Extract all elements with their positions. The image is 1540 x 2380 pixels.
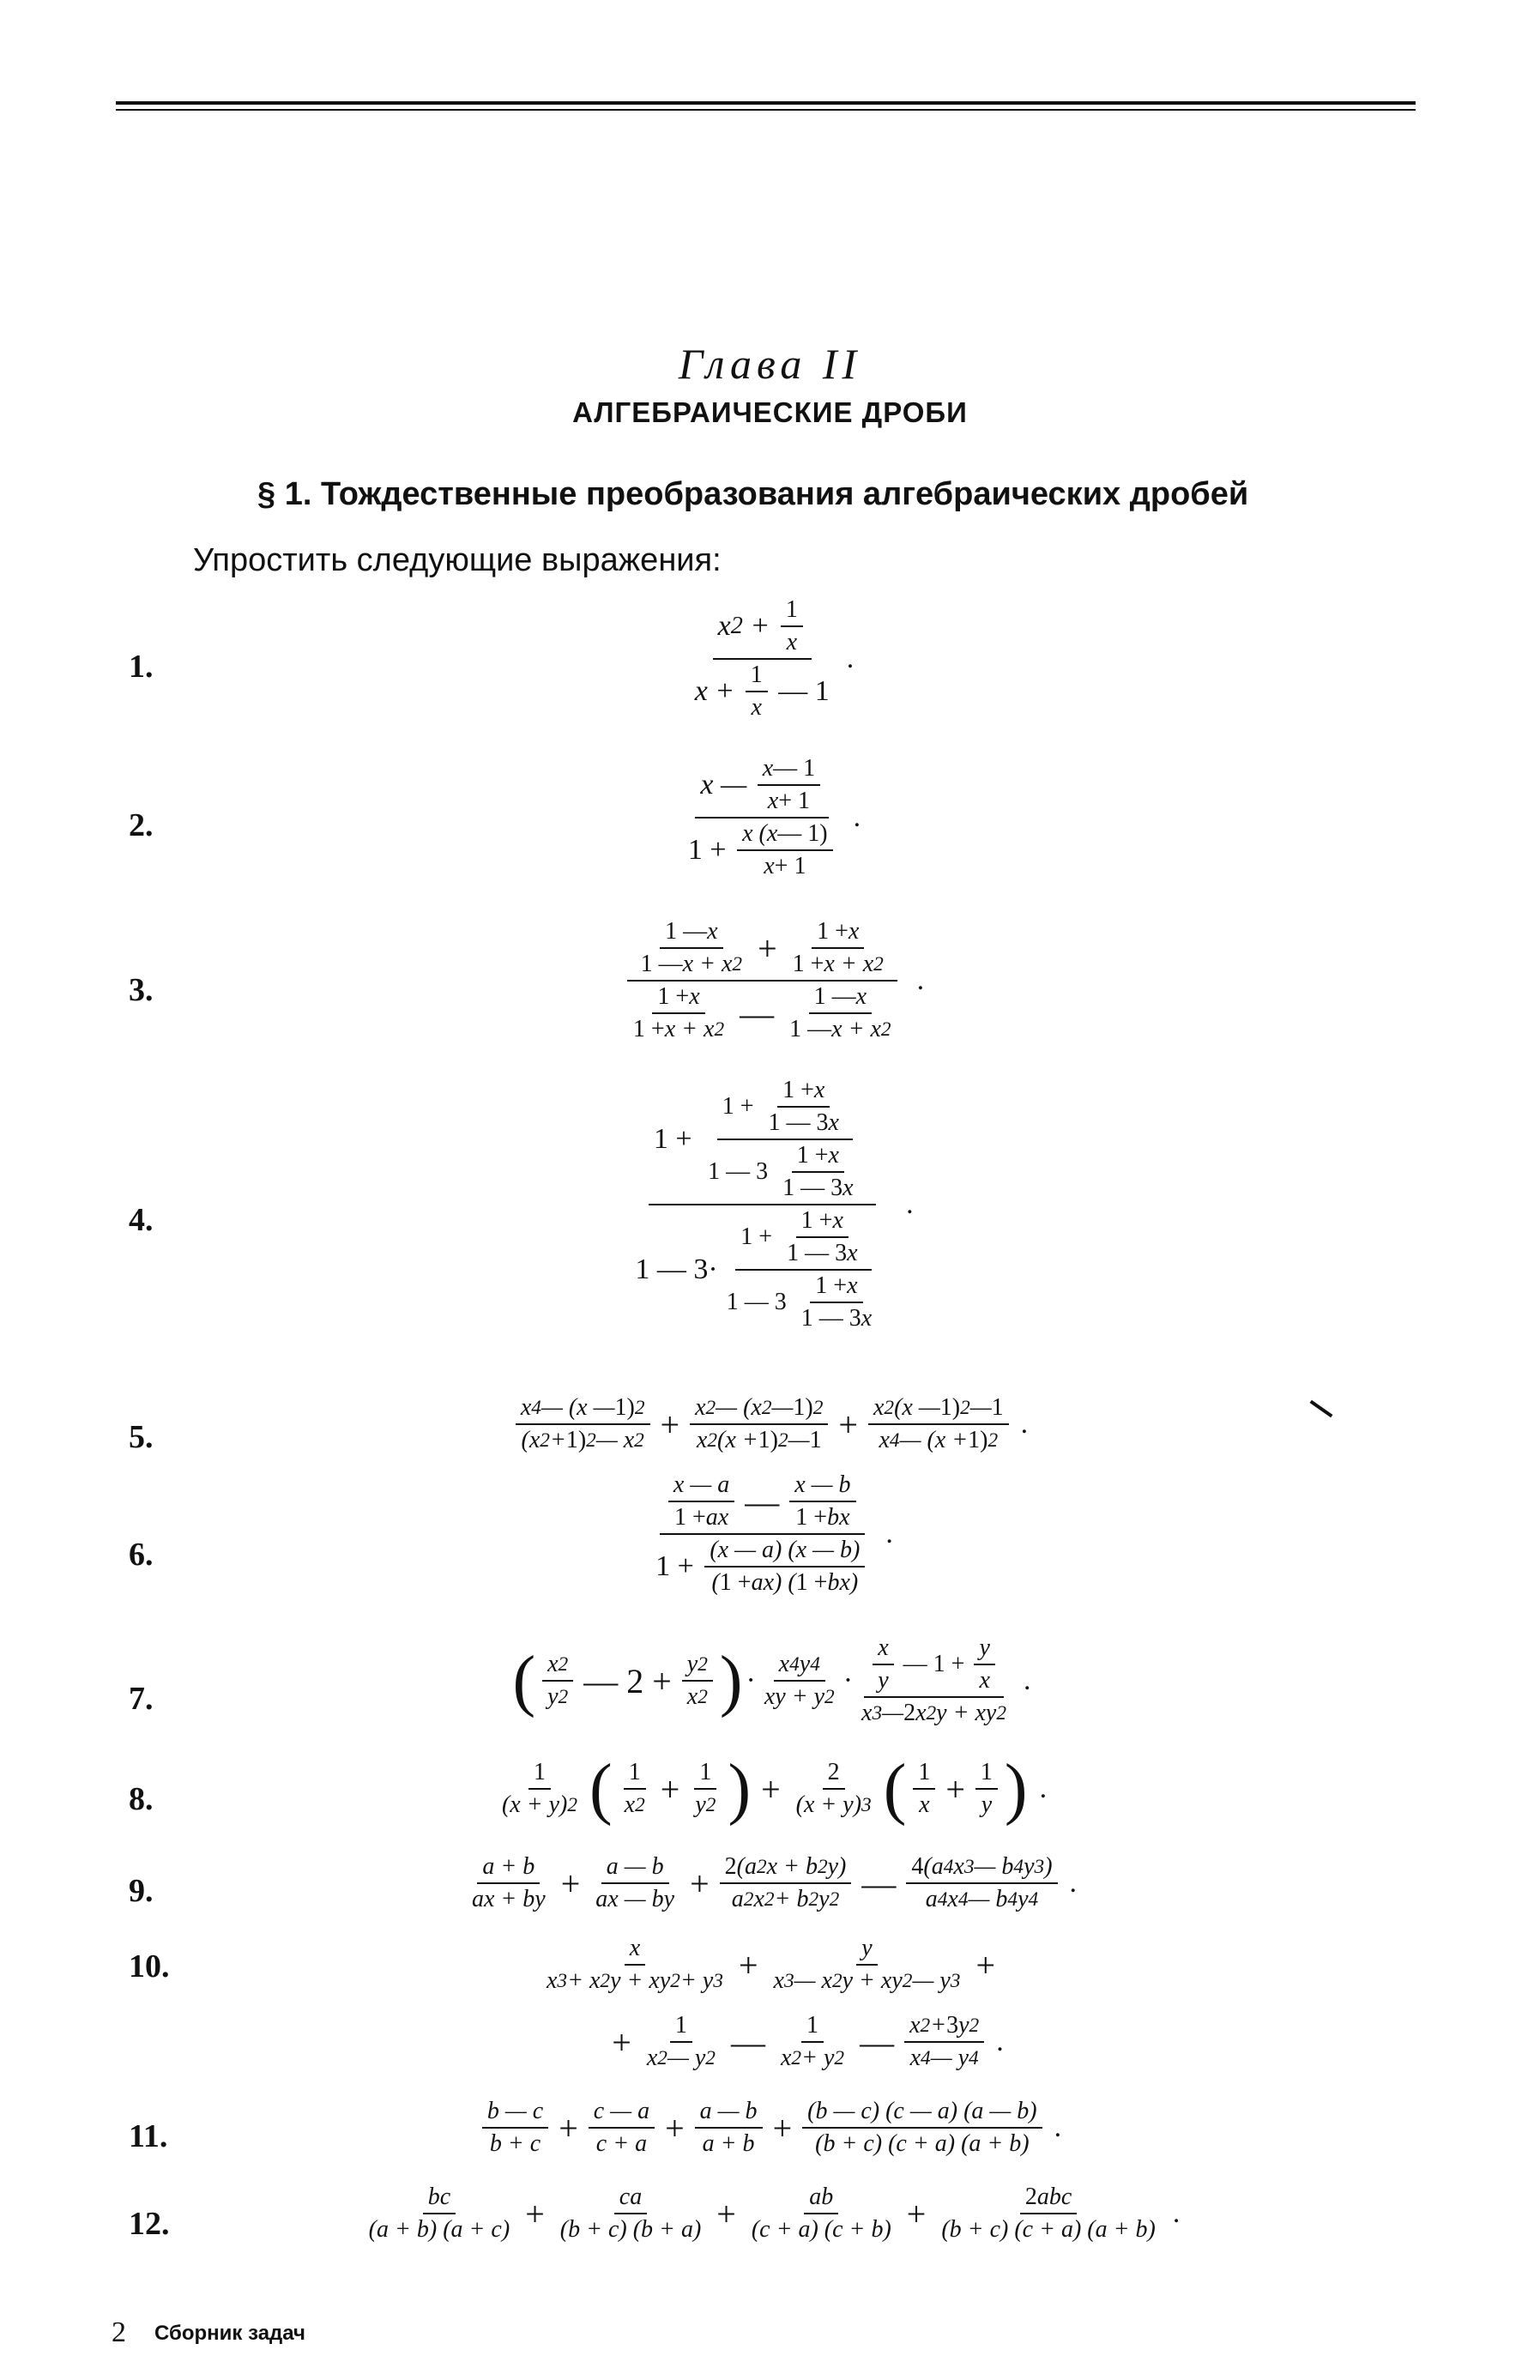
problem-number: 9. <box>129 1873 154 1909</box>
chapter-label: Глава II <box>678 340 862 388</box>
problem-number: 1. <box>129 649 154 685</box>
chapter-title: АЛГЕБРАИЧЕСКИЕ ДРОБИ <box>572 396 968 428</box>
problem-10-expression-line-1: x x 3 + x 2 y + xy 2 + y 3 + y x 3 — x 2 y + xy 2 — y 3 + <box>546 1935 996 1994</box>
intro-text: Упростить следующие выражения: <box>193 542 722 578</box>
problem-8-expression: 1 (x + y) 2 ( 1 x 2 + 1 y 2 ) + 2 (x + y) 3 ( $\frac{1}{x}$ + $\frac{1}{y}$ ) . <box>501 1751 1048 1827</box>
problem-number: 11. <box>129 2118 168 2154</box>
problem-2-expression: x — x — 1 x + 1 1 + x (x — 1) x + 1 . <box>687 755 861 879</box>
footer-text: Сборник задач <box>154 2322 305 2345</box>
problem-12-expression: $\frac{bc}{(a + b) (a + c)}$ + $\frac{ca}{(b + c) (b + a)}$ + $\frac{ab}{(c + a) (c + b)}$ + 2 abc (b + c) (c + a) (a + b) . <box>368 2184 1181 2243</box>
problem-number: 4. <box>129 1202 154 1238</box>
problem-number: 5. <box>129 1419 154 1455</box>
section-title: § 1. Тождественные преобразования алгебраических дробей <box>257 476 1249 512</box>
footer-page-number: 2 <box>112 2317 126 2348</box>
problem-3-expression: 1 — x 1 — x + x 2 + 1 + x 1 + x + x 2 1 + x 1 + x + x 2 — 1 — x 1 — x + x 2 . <box>0 918 1540 1043</box>
problem-9-expression: $\frac{a + b}{ax + by}$ + $\frac{a — b}{ax — by}$ + 2 (a 2 x + b 2 y) a 2 x 2 + b 2 y 2 — 4 (a 4 x 3 — b 4 y 3 ) a 4 x 4 — b 4 y 4 . <box>471 1853 1078 1912</box>
problem-6-expression: x — a 1 + ax — x — b 1 + bx 1 + (x — a) (x — b) ( 1 + ax) ( 1 + bx) . <box>655 1471 893 1596</box>
problem-number: 8. <box>129 1781 154 1817</box>
problem-number: 2. <box>129 807 154 843</box>
top-rule-thin <box>116 109 1416 111</box>
problem-5-expression: x 4 — (x — 1) 2 (x 2 + 1) 2 — x 2 + x 2 — (x 2 — 1) 2 x 2 (x + 1) 2 — 1 + x 2 (x — 1) 2 — 1 x 4 — (x + 1) 2 . <box>0 1394 1540 1454</box>
problem-number: 6. <box>129 1537 154 1573</box>
problem-10-expression-line-2: + 1 x 2 — y 2 — 1 x 2 + y 2 — x 2 + 3 y 2 x 4 — y 4 . <box>612 2012 1004 2071</box>
problem-number: 3. <box>129 972 154 1008</box>
problem-11-expression: $\frac{b — c}{b + c}$ + $\frac{c — a}{c + a}$ + $\frac{a — b}{a + b}$ + $\frac{(b — c) (c — a) (a — b)}{(b + c) (c + a) (a + b)}$ . <box>0 2098 1540 2158</box>
problem-number: 12. <box>129 2206 170 2242</box>
problem-7-expression: ( x 2 y 2 — 2 + y 2 x 2 ) · x 4 y 4 xy + y 2 · $\frac{x}{y}$ — 1 + $\frac{y}{x}$ x 3 — 2 x 2 y + xy 2 . <box>512 1634 1031 1726</box>
problem-1-expression: x 2 + $\frac{1}{x}$ x + $\frac{1}{x}$ — 1 . <box>694 596 855 721</box>
top-rule <box>116 101 1416 105</box>
problem-4-expression: 1 + 1 + 1 + x 1 — 3 x 1 — 3 1 + x 1 — 3 x 1 — 3· 1 + 1 + x 1 — 3 x 1 — 3 1 + x 1 — 3 x . <box>635 1077 914 1332</box>
problem-number: 10. <box>129 1948 170 1984</box>
problem-number: 7. <box>129 1681 154 1717</box>
